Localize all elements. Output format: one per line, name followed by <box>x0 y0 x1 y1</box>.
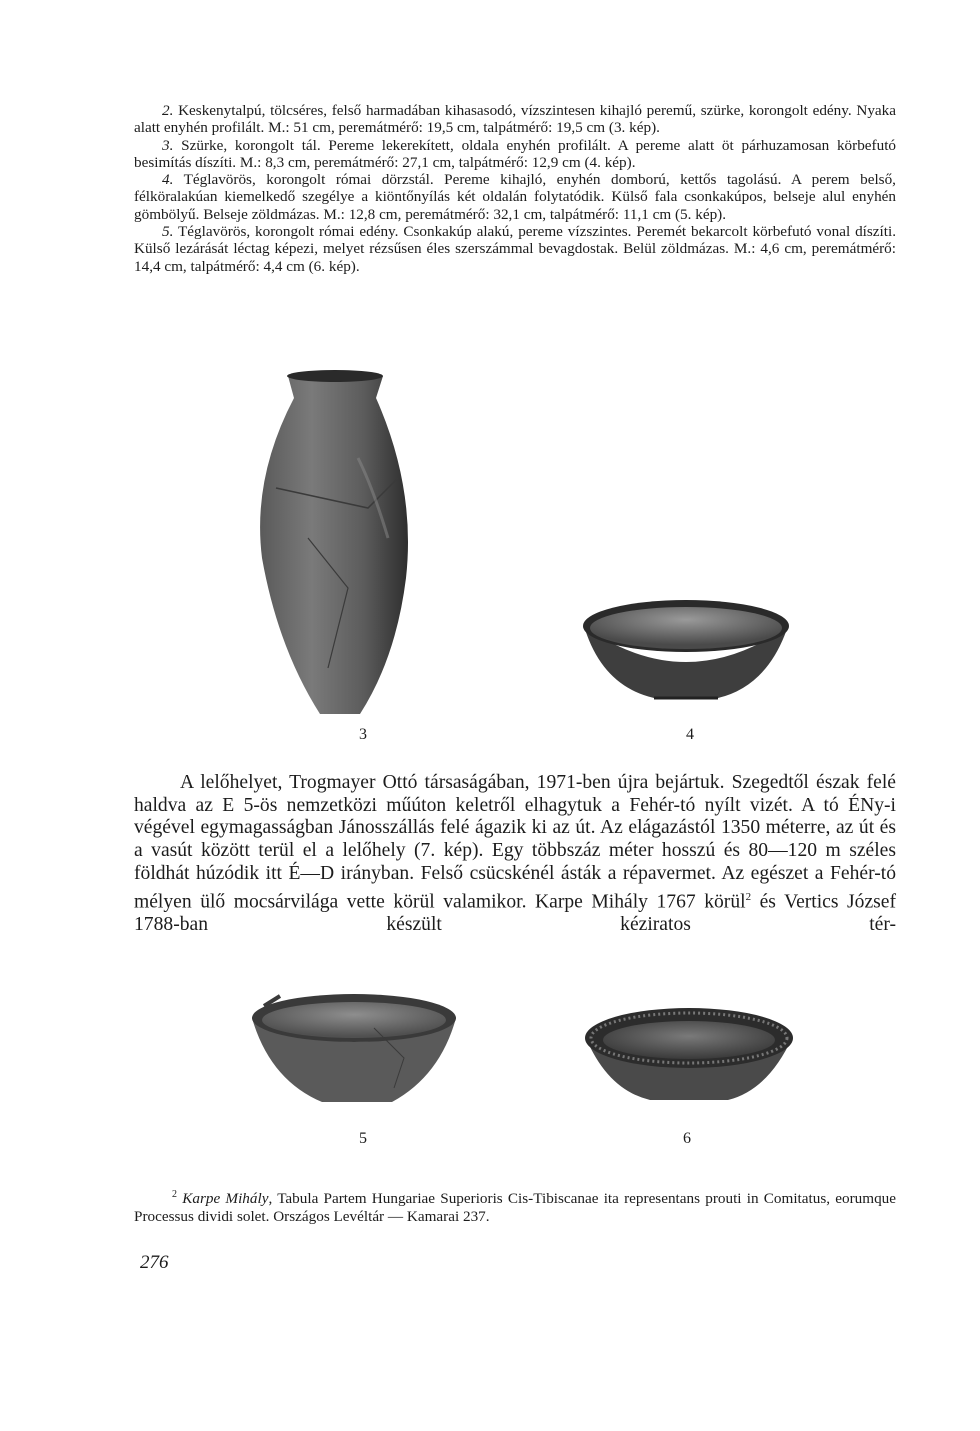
footnote-mark: 2 <box>172 1189 177 1200</box>
caption-5 <box>134 223 896 275</box>
figure-6-number: 6 <box>683 1130 691 1147</box>
footnote-reference: 2 <box>745 890 752 903</box>
footnote <box>134 1186 896 1226</box>
footnote-text: , Tabula Partem Hungariae Superioris Cis-Tibiscanae ita representans prouti in Comitatus, eorumque Processus dividi solet. Országos Levéltár — Kamarai 237. <box>134 1190 896 1226</box>
caption-number: 4. <box>162 171 174 189</box>
caption-text: Szürke, korongolt tál. Pereme lekerekített, oldala enyhén profilált. A pereme alatt öt párhuzamosan körbefutó besimítás díszíti. M.: 8,3 cm, peremátmérő: 27,1 cm, talpátmérő: 12,9 cm (4. kép). <box>134 136 897 171</box>
body-paragraph <box>134 772 896 936</box>
caption-4 <box>134 171 896 223</box>
figure-5-mortarium-photo <box>244 988 464 1110</box>
caption-text: Téglavörös, korongolt római edény. Csonkakúp alakú, pereme vízszintes. Peremét bekarcolt körbefutó vonal díszíti. Külső lezárását léctag képezi, melyet rézsűsen éles szerszámmal bevagdostak. Belül zöldmázas. M.: 4,6 cm, peremátmérő: 14,4 cm, talpátmérő: 4,4 cm (6. kép). <box>134 223 896 275</box>
body-text-end: és Vertics József 1788-ban készült kéziratos tér- <box>134 891 896 935</box>
figure-4-bowl-photo <box>578 598 794 704</box>
figure-5-number: 5 <box>359 1130 367 1147</box>
caption-number: 2. <box>162 102 174 119</box>
figure-3-tall-vessel-photo <box>248 368 418 718</box>
figure-4-number: 4 <box>686 726 694 743</box>
caption-3 <box>134 137 896 172</box>
footnote-author: Karpe Mihály <box>182 1190 269 1208</box>
figure-captions <box>134 102 896 275</box>
caption-text: Téglavörös, korongolt római dörzstál. Pereme kihajló, enyhén domború, kettős tagolású. A perem belső, félköralakúan kiemelkedő szegélye a kiöntőnyílás két oldalán folytatódik. Külső fala csonkakúpos, belseje alul enyhén gömbölyű. Belseje zöldmázas. M.: 12,8 cm, peremátmérő: 32,1 cm, talpátmérő: 11,1 cm (5. kép). <box>134 171 896 223</box>
body-text: A lelőhelyet, Trogmayer Ottó társaságában, 1971-ben újra bejártuk. Szegedtől észak felé haldva az E 5-ös nemzetközi műúton keletről elhagytuk a Fehér-tó nyílt vizét. A tó ÉNy-i végével egymagasságban Jánosszállás felé ágazik ki az út. Az elágazástól 1350 méterre, az út és a vasút között terül el a lelőhely (7. kép). Egy többszáz méter hosszú és 80—120 m széles földhát húzódik itt É—D irányban. Felső csücskénél ásták a répavermet. Az egészet a Fehér-tó mélyen ülő mocsárvilága vette körül valamikor. Karpe Mihály 1767 körül <box>134 772 896 913</box>
caption-2 <box>134 102 896 137</box>
page-number: 276 <box>140 1252 169 1273</box>
caption-number: 3. <box>162 136 174 154</box>
figure-6-bowl-photo <box>578 1000 800 1102</box>
caption-number: 5. <box>162 223 174 241</box>
figure-3-number: 3 <box>359 726 367 743</box>
caption-text: Keskenytalpú, tölcséres, felső harmadában kihasasodó, vízszintesen kihajló peremű, szürke, korongolt edény. Nyaka alatt enyhén profilált. M.: 51 cm, peremátmérő: 19,5 cm, talpátmérő: 19,5 cm (3. kép). <box>134 102 897 137</box>
